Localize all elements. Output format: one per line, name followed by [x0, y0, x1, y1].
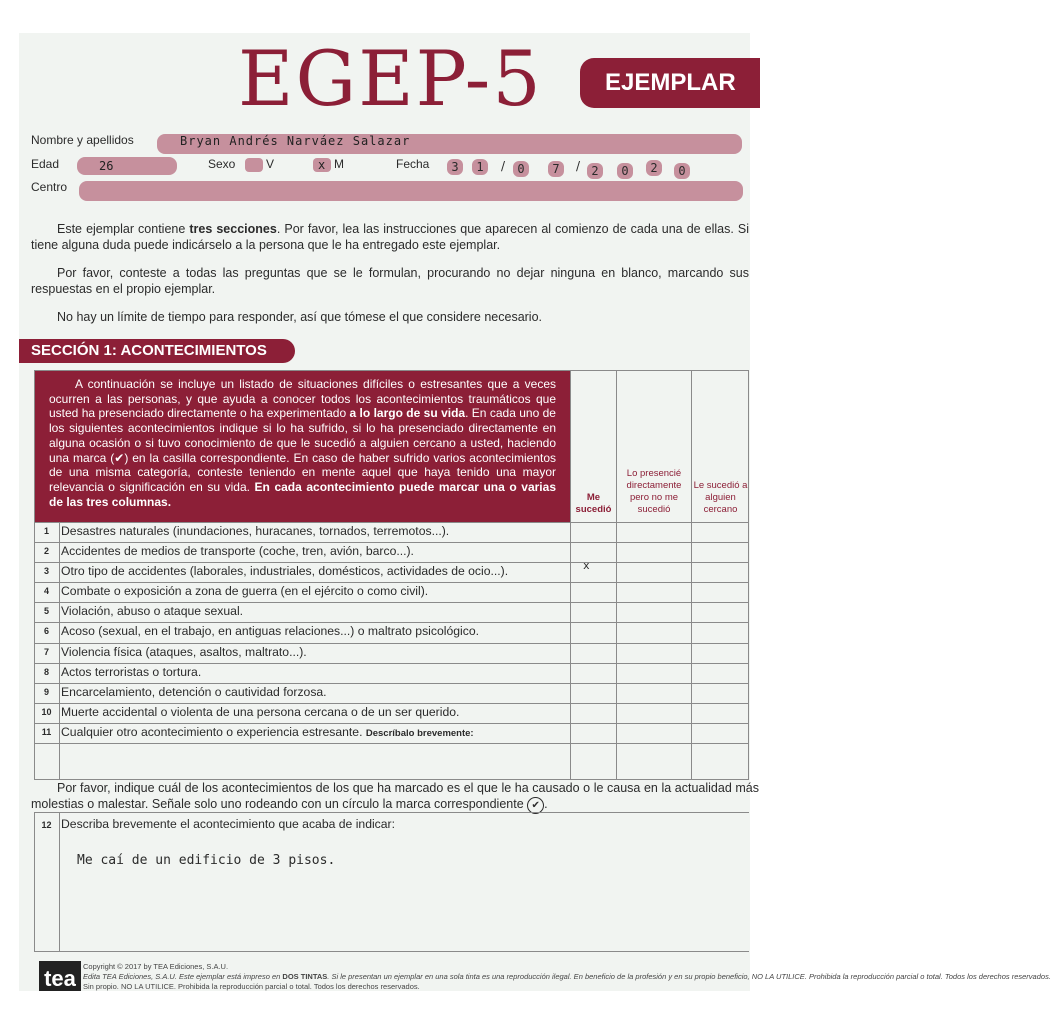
row-number: 10 [41, 707, 52, 717]
sex-m-mark: x [318, 158, 326, 172]
event-row-text [61, 542, 414, 561]
cell-me-sucedio[interactable] [571, 683, 616, 703]
event-row-text [61, 602, 243, 621]
event-row-text [61, 703, 459, 722]
age-value: 26 [99, 159, 114, 173]
date-separator: / [576, 159, 581, 173]
sex-v-label: V [266, 157, 275, 171]
section-1-instructions: A continuación se incluye un listado de situaciones difíciles o estresantes que a veces ocurren a las personas, y que ayuda a conocer todos los acontecimientos traumáticos que usted ha presenciado directamente o ha experimentado a lo largo de su vida. En cada uno de los siguientes acontecimientos indique si lo ha sufrido, si lo ha presenciado directamente en alguna ocasión o si tuvo conocimiento de que le sucedió a alguien cercano a usted, haciendo una marca (✔) en la casilla correspondiente. En caso de haber sufrido varios acontecimientos de una misma categoría, conteste teniendo en mente aquel que haya tenido una mayor relevancia o significación en su vida. En cada acontecimiento puede marcar una o varias de las tres columnas. [35, 371, 570, 522]
event-label: Violación, abuso o ataque sexual. [61, 604, 244, 618]
cell-lo-presencie[interactable] [617, 643, 691, 663]
age-label: Edad [31, 157, 60, 171]
questionnaire-page [19, 33, 1051, 991]
row-number: 11 [41, 727, 52, 737]
event-row-text [61, 723, 474, 742]
cell-me-sucedio[interactable] [571, 582, 616, 602]
cell-lo-presencie[interactable] [617, 542, 691, 562]
cell-alguien-cercano[interactable] [692, 663, 749, 683]
cell-lo-presencie[interactable] [617, 663, 691, 683]
cell-alguien-cercano[interactable] [692, 683, 749, 703]
event-label: Encarcelamiento, detención o cautividad forzosa. [61, 685, 327, 699]
cell-alguien-cercano[interactable] [692, 562, 749, 582]
footer-copyright: Copyright © 2017 by TEA Ediciones, S.A.U. Edita TEA Ediciones, S.A.U. Este ejemplar está impreso en DOS TINTAS. Si le presentan un ejemplar en una sola tinta es una reproducción ilegal. En beneficio de la profesión y en su propio beneficio, NO LA UTILICE. Prohibida la reproducción parcial o total. Todos los derechos reservados. Sin propio. NO LA UTILICE. Prohibida la reproducción parcial o total. Todos los derechos reservados. [83, 962, 1051, 991]
cell-alguien-cercano[interactable] [692, 723, 749, 780]
cell-me-sucedio[interactable] [571, 602, 616, 622]
event-label: Muerte accidental o violenta de una persona cercana o de un ser querido. [61, 705, 460, 719]
event-row-text [61, 643, 307, 662]
question-12-label: Describa brevemente el acontecimiento que acaba de indicar: [61, 817, 395, 831]
cell-lo-presencie[interactable] [617, 622, 691, 643]
event-label: Combate o exposición a zona de guerra (en el ejército o como civil). [61, 584, 429, 598]
sex-m-label: M [334, 157, 344, 171]
followup-instruction: Por favor, indique cuál de los acontecimientos de los que ha marcado es el que le ha causado o le causa en la actualidad más molestias o malestar. Señale solo uno rodeando con un círculo la marca correspondiente ✔ . [31, 780, 759, 814]
sex-v-checkbox[interactable] [245, 158, 263, 172]
event-row-text [61, 522, 449, 541]
row-divider [34, 743, 749, 744]
cell-me-sucedio[interactable] [571, 703, 616, 723]
section-1-title: SECCIÓN 1: ACONTECIMIENTOS [19, 339, 295, 363]
event-label: Desastres naturales (inundaciones, huracanes, tornados, terremotos...). [61, 524, 450, 538]
ejemplar-tab: EJEMPLAR [580, 58, 760, 108]
column-me-sucedio: Me sucedió [575, 492, 612, 515]
intro-paragraph-1: Este ejemplar contiene tres secciones. Por favor, lea las instrucciones que aparecen al comienzo de cada una de ellas. Si tiene alguna duda puede indicárselo a la persona que le ha entregado este ejemplar. [31, 222, 749, 252]
cell-lo-presencie[interactable] [617, 683, 691, 703]
question-12-number: 12 [41, 820, 52, 830]
cell-me-sucedio[interactable] [571, 643, 616, 663]
date-separator: / [501, 159, 506, 173]
age-field[interactable] [77, 157, 177, 175]
row-number: 6 [43, 626, 49, 636]
date-year-2[interactable]: 0 [617, 163, 633, 179]
center-label: Centro [31, 180, 68, 194]
event-label: Accidentes de medios de transporte (coche, tren, avión, barco...). [61, 544, 414, 558]
cell-lo-presencie[interactable] [617, 562, 691, 582]
intro-paragraph-2: Por favor, conteste a todas las preguntas que se le formulan, procurando no dejar ninguna en blanco, marcando sus respuestas en el propio ejemplar. [31, 266, 749, 296]
number-divider [59, 522, 60, 780]
number-divider [59, 812, 60, 952]
row-number: 3 [43, 566, 49, 576]
date-year-1[interactable]: 2 [587, 163, 603, 179]
date-year-3[interactable]: 2 [646, 160, 662, 176]
event-row-text [61, 622, 479, 641]
sex-label: Sexo [208, 157, 236, 171]
cell-me-sucedio[interactable] [571, 622, 616, 643]
tea-logo: tea [39, 961, 81, 991]
row-number: 5 [43, 606, 49, 616]
event-label: Otro tipo de accidentes (laborales, industriales, domésticos, actividades de ocio...). [61, 564, 509, 578]
cell-lo-presencie[interactable] [617, 602, 691, 622]
row-number: 2 [43, 546, 49, 556]
row-number: 8 [43, 667, 49, 677]
event-extra-label: Descríbalo brevemente: [365, 728, 474, 739]
event-mark: x [583, 559, 590, 572]
row-number: 1 [43, 526, 49, 536]
cell-alguien-cercano[interactable] [692, 602, 749, 622]
cell-me-sucedio[interactable] [571, 723, 616, 780]
cell-lo-presencie[interactable] [617, 723, 691, 780]
column-lo-presencie: Lo presencié directamente pero no me sucedió [626, 468, 682, 515]
cell-alguien-cercano[interactable] [692, 542, 749, 562]
date-year-4[interactable]: 0 [674, 163, 690, 179]
cell-alguien-cercano[interactable] [692, 622, 749, 643]
event-label: Actos terroristas o tortura. [61, 665, 202, 679]
event-label: Violencia física (ataques, asaltos, maltrato...). [61, 645, 307, 659]
name-value: Bryan Andrés Narváez Salazar [180, 134, 411, 148]
name-label: Nombre y apellidos [31, 133, 134, 147]
center-field[interactable] [79, 181, 743, 201]
event-row-text [61, 683, 327, 702]
cell-alguien-cercano[interactable] [692, 703, 749, 723]
cell-me-sucedio[interactable] [571, 562, 616, 582]
date-month-2[interactable]: 7 [548, 161, 564, 177]
cell-lo-presencie[interactable] [617, 522, 691, 542]
intro-paragraph-3: No hay un límite de tiempo para responder, así que tómese el que considere necesario. [57, 310, 543, 324]
cell-lo-presencie[interactable] [617, 582, 691, 602]
date-day-2[interactable]: 1 [472, 159, 488, 175]
cell-me-sucedio[interactable] [571, 542, 616, 562]
row-number: 4 [43, 586, 49, 596]
event-label: Cualquier otro acontecimiento o experiencia estresante. [61, 725, 366, 739]
cell-me-sucedio[interactable] [571, 522, 616, 542]
column-alguien-cercano: Le sucedió a alguien cercano [693, 480, 748, 515]
event-row-text [61, 582, 428, 601]
cell-me-sucedio[interactable] [571, 663, 616, 683]
cell-lo-presencie[interactable] [617, 703, 691, 723]
row-number: 9 [43, 687, 49, 697]
row-number: 7 [43, 647, 49, 657]
date-day-1[interactable]: 3 [447, 159, 463, 175]
event-row-text [61, 663, 201, 682]
date-label: Fecha [396, 157, 430, 171]
event-label: Acoso (sexual, en el trabajo, en antiguas relaciones...) o maltrato psicológico. [61, 624, 479, 638]
cell-alguien-cercano[interactable] [692, 643, 749, 663]
cell-alguien-cercano[interactable] [692, 522, 749, 542]
question-12-answer: Me caí de un edificio de 3 pisos. [77, 853, 336, 868]
cell-alguien-cercano[interactable] [692, 582, 749, 602]
event-row-text [61, 562, 508, 581]
form-title: EGEP-5 [238, 34, 543, 123]
date-month-1[interactable]: 0 [513, 161, 529, 177]
